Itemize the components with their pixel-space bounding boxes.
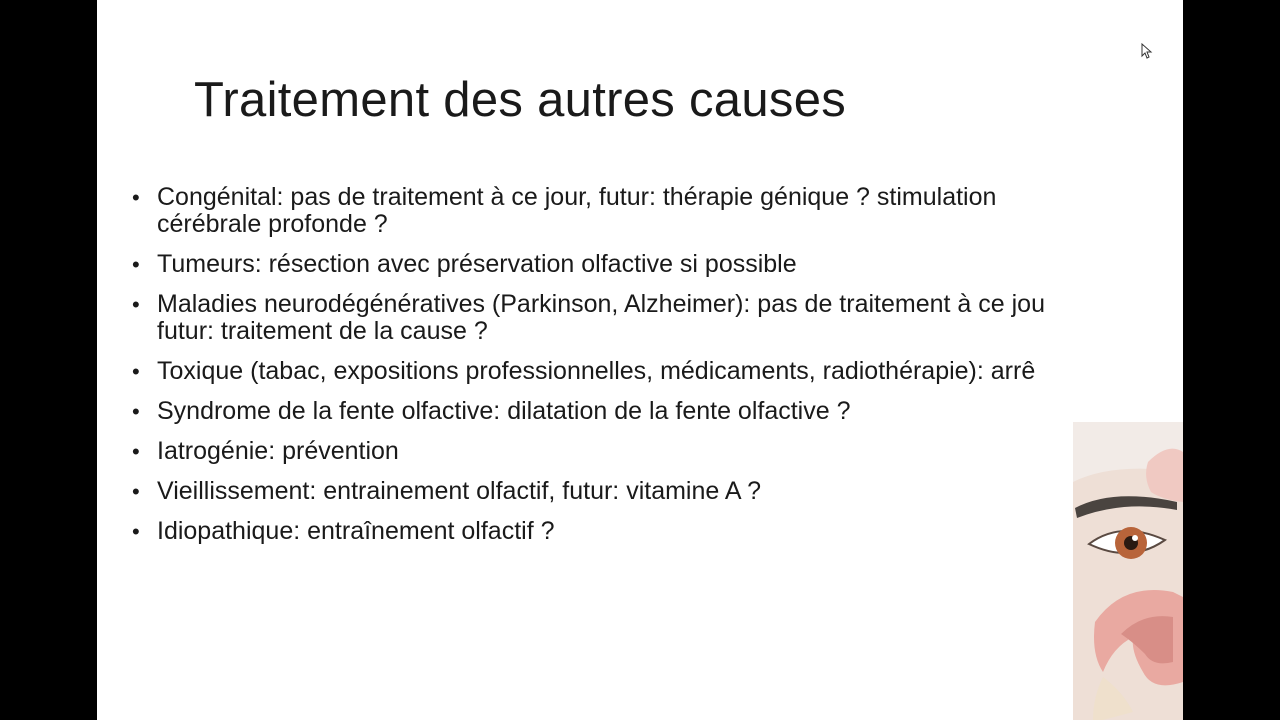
bullet-text: Syndrome de la fente olfactive: dilatation de la fente olfactive ? xyxy=(157,397,851,425)
bullet-dot: • xyxy=(132,359,140,384)
slide-title: Traitement des autres causes xyxy=(194,73,847,127)
bullet-text: Congénital: pas de traitement à ce jour, futur: thérapie génique ? stimulation xyxy=(157,183,997,211)
bullet-dot: • xyxy=(132,519,140,544)
bullet-list xyxy=(97,184,1183,558)
bullet-item xyxy=(97,291,1183,345)
bullet-dot: • xyxy=(132,292,140,317)
bullet-text: Maladies neurodégénératives (Parkinson, Alzheimer): pas de traitement à ce jou xyxy=(157,290,1045,318)
bullet-text: Idiopathique: entraînement olfactif ? xyxy=(157,517,555,545)
bullet-item xyxy=(97,251,1183,278)
bullet-dot: • xyxy=(132,439,140,464)
bullet-text-continuation: futur: traitement de la cause ? xyxy=(157,317,488,345)
bullet-item xyxy=(97,358,1183,385)
bullet-dot: • xyxy=(132,479,140,504)
bullet-text: Vieillissement: entrainement olfactif, futur: vitamine A ? xyxy=(157,477,762,505)
face-anatomy-illustration xyxy=(1073,422,1183,720)
bullet-item xyxy=(97,184,1183,238)
bullet-item xyxy=(97,398,1183,425)
bullet-dot: • xyxy=(132,185,140,210)
bullet-text: Toxique (tabac, expositions professionnelles, médicaments, radiothérapie): arrê xyxy=(157,357,1036,385)
mouse-pointer-icon xyxy=(1141,43,1153,59)
slide xyxy=(97,0,1183,720)
bullet-item xyxy=(97,478,1183,505)
bullet-item xyxy=(97,518,1183,545)
bullet-dot: • xyxy=(132,399,140,424)
bullet-dot: • xyxy=(132,252,140,277)
face-illustration-svg xyxy=(1073,422,1183,720)
bullet-text: Tumeurs: résection avec préservation olfactive si possible xyxy=(157,250,797,278)
bullet-item xyxy=(97,438,1183,465)
bullet-text: Iatrogénie: prévention xyxy=(157,437,399,465)
bullet-text-continuation: cérébrale profonde ? xyxy=(157,210,388,238)
